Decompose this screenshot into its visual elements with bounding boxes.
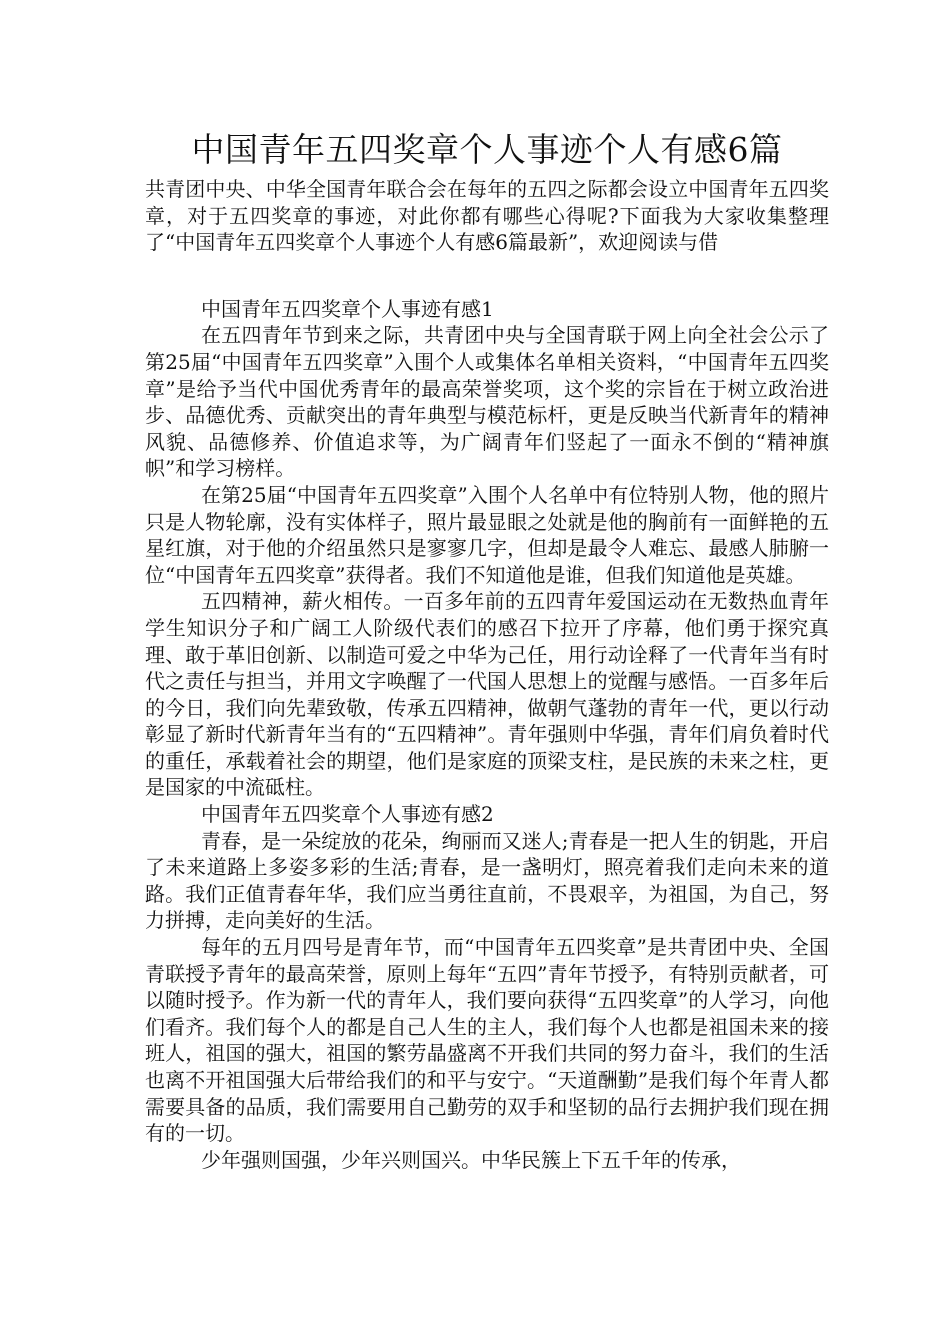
section-2 [145,801,829,1173]
section-heading: 中国青年五四奖章个人事迹有感2 [201,802,494,827]
body-paragraph: 少年强则国强，少年兴则国兴。中华民簇上下五千年的传承， [201,1147,741,1172]
section-heading: 中国青年五四奖章个人事迹有感1 [201,296,494,321]
document-title: 中国青年五四奖章个人事迹个人有感6篇 [191,130,783,169]
section-1 [145,296,829,801]
body-paragraph: 青春，是一朵绽放的花朵，绚丽而又迷人;青春是一把人生的钥匙，开启了未来道路上多姿多彩的生活;青春，是一盏明灯，照亮着我们走向未来的道路。我们正值青春年华，我们应当勇往直前，不畏艰辛，为祖国，为自己，努力拼搏，走向美好的生活。 [145,828,829,933]
body-paragraph: 在第25届“中国青年五四奖章”入围个人名单中有位特别人物，他的照片只是人物轮廓，没有实体样子，照片最显眼之处就是他的胸前有一面鲜艳的五星红旗，对于他的介绍虽然只是寥寥几字，但却是最令人难忘、最感人肺腑一位“中国青年五四奖章”获得者。我们不知道他是谁，但我们知道他是英雄。 [145,482,829,587]
document-page [145,128,829,1173]
body-paragraph: 在五四青年节到来之际，共青团中央与全国青联于网上向全社会公示了第25届“中国青年五四奖章”入围个人或集体名单相关资料，“中国青年五四奖章”是给予当代中国优秀青年的最高荣誉奖项，这个奖的宗旨在于树立政治进步、品德优秀、贡献突出的青年典型与模范标杆，更是反映当代新青年的精神风貌、品德修养、价值追求等，为广阔青年们竖起了一面永不倒的“精神旗帜”和学习榜样。 [145,323,829,481]
body-paragraph: 五四精神，薪火相传。一百多年前的五四青年爱国运动在无数热血青年学生知识分子和广阔工人阶级代表们的感召下拉开了序幕，他们勇于探究真理、敢于革旧创新、以制造可爱之中华为己任，用行动诠释了一代青年当有时代之责任与担当，并用文字唤醒了一代国人思想上的觉醒与感悟。一百多年后的今日，我们向先辈致敬，传承五四精神，做朝气蓬勃的青年一代，更以行动彰显了新时代新青年当有的“五四精神”。青年强则中华强，青年们肩负着时代的重任，承载着社会的期望，他们是家庭的顶梁支柱，是民族的未来之柱，更是国家的中流砥柱。 [145,589,829,800]
intro-paragraph: 共青团中央、中华全国青年联合会在每年的五四之际都会设立中国青年五四奖章，对于五四奖章的事迹，对此你都有哪些心得呢?下面我为大家收集整理了“中国青年五四奖章个人事迹个人有感6篇最新”，欢迎阅读与借 [145,177,829,255]
body-paragraph: 每年的五月四号是青年节，而“中国青年五四奖章”是共青团中央、全国青联授予青年的最高荣誉，原则上每年“五四”青年节授予，有特别贡献者，可以随时授予。作为新一代的青年人，我们要向获得“五四奖章”的人学习，向他们看齐。我们每个人的都是自己人生的主人，我们每个人也都是祖国未来的接班人，祖国的强大，祖国的繁劳晶盛离不开我们共同的努力奋斗，我们的生活也离不开祖国强大后带给我们的和平与安宁。“天道酬勤”是我们每个年青人都需要具备的品质，我们需要用自己勤劳的双手和坚韧的品行去拥护我们现在拥有的一切。 [145,935,829,1146]
section-spacer [145,256,829,296]
